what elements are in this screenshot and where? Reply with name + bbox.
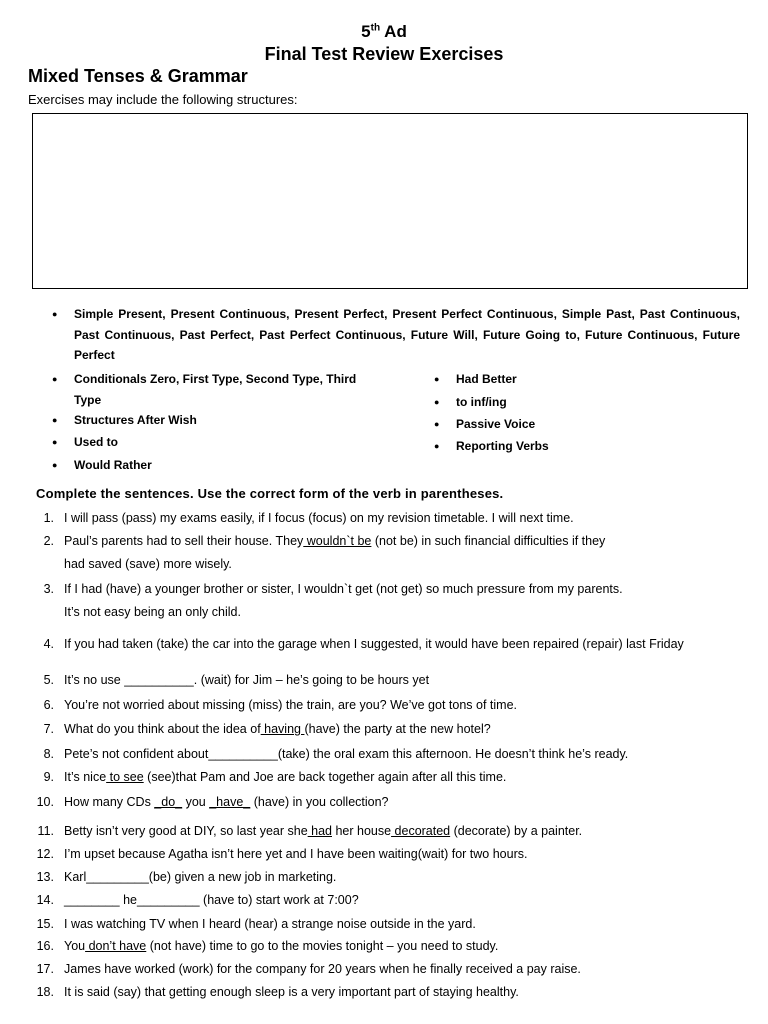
section-title: Mixed Tenses & Grammar xyxy=(28,66,248,86)
bullet-icon: ● xyxy=(434,441,440,451)
bullet-icon: ● xyxy=(52,309,58,319)
grade-heading: 5th Ad xyxy=(361,22,407,41)
bullet-icon: ● xyxy=(52,415,58,425)
question-3-cont: It’s not easy being an only child. xyxy=(64,605,241,619)
question-4: 4. If you had taken (take) the car into the garage when I suggested, it would have been repaired (repair) last Friday xyxy=(43,637,684,651)
question-1: 1. I will pass (pass) my exams easily, if I focus (focus) on my revision timetable. I will next time. xyxy=(43,511,574,525)
question-11: 11. Betty isn’t very good at DIY, so last year she had her house decorated (decorate) by a painter. xyxy=(37,824,583,838)
bullet-icon: ● xyxy=(434,419,440,429)
structures-box xyxy=(32,113,748,289)
bullet-icon: ● xyxy=(52,460,58,470)
bullet-right-2: ● to inf/ing xyxy=(456,392,507,413)
question-2-cont: had saved (save) more wisely. xyxy=(64,557,232,571)
intro-text: Exercises may include the following structures: xyxy=(28,92,298,107)
bullet-icon: ● xyxy=(52,374,58,384)
question-15: 15. I was watching TV when I heard (hear) a strange noise outside in the yard. xyxy=(36,917,476,931)
question-13: 13. Karl_________(be) given a new job in marketing. xyxy=(36,870,337,884)
bullet-icon: ● xyxy=(434,397,440,407)
question-12: 12. I’m upset because Agatha isn’t here yet and I have been waiting(wait) for two hours. xyxy=(36,847,528,861)
question-6: 6. You’re not worried about missing (miss) the train, are you? We’ve got tons of time. xyxy=(43,698,517,712)
bullet-left-2: ● Structures After Wish xyxy=(74,410,197,431)
question-17: 17. James have worked (work) for the company for 20 years when he finally received a pay raise. xyxy=(36,962,581,976)
bullet-left-4: ● Would Rather xyxy=(74,455,152,476)
instructions: Complete the sentences. Use the correct form of the verb in parentheses. xyxy=(36,486,504,501)
question-7: 7. What do you think about the idea of having (have) the party at the new hotel? xyxy=(43,722,491,736)
bullet-icon: ● xyxy=(52,437,58,447)
bullet-right-3: ● Passive Voice xyxy=(456,414,535,435)
question-5: 5. It’s no use __________. (wait) for Jim – he’s going to be hours yet xyxy=(43,673,430,687)
bullet-left-3: ● Used to xyxy=(74,432,118,453)
question-3: 3. If I had (have) a younger brother or sister, I wouldn`t get (not get) so much pressure from my parents. xyxy=(43,582,623,596)
question-16: 16. You don’t have (not have) time to go to the movies tonight – you need to study. xyxy=(36,939,499,953)
bullet-icon: ● xyxy=(434,374,440,384)
question-14: 14. ________ he_________ (have to) start work at 7:00? xyxy=(36,893,359,907)
bullet-right-1: ● Had Better xyxy=(456,369,517,390)
bullet-right-4: ● Reporting Verbs xyxy=(456,436,549,457)
question-18: 18. It is said (say) that getting enough sleep is a very important part of staying healthy. xyxy=(36,985,519,999)
page-title: Final Test Review Exercises xyxy=(264,44,504,64)
question-9: 9. It’s nice to see (see)that Pam and Joe are back together again after all this time. xyxy=(43,770,507,784)
bullet-left-1: ● Conditionals Zero, First Type, Second Type, Third Type xyxy=(74,369,364,410)
question-10: 10. How many CDs _do_ you _have_ (have) in you collection? xyxy=(36,795,389,809)
question-2: 2. Paul’s parents had to sell their house. They wouldn`t be (not be) in such financial difficulties if they xyxy=(43,534,606,548)
bullet-tenses: ● Simple Present, Present Continuous, Present Perfect, Present Perfect Continuous, Simple Past, Past Continuous, Past Continuous, Past Perfect, Past Perfect Continuous, Future Will, Future Going to, Future Continuous, Future Perfect xyxy=(74,304,740,366)
question-8: 8. Pete’s not confident about__________(take) the oral exam this afternoon. He doesn’t think he’s ready. xyxy=(43,747,629,761)
